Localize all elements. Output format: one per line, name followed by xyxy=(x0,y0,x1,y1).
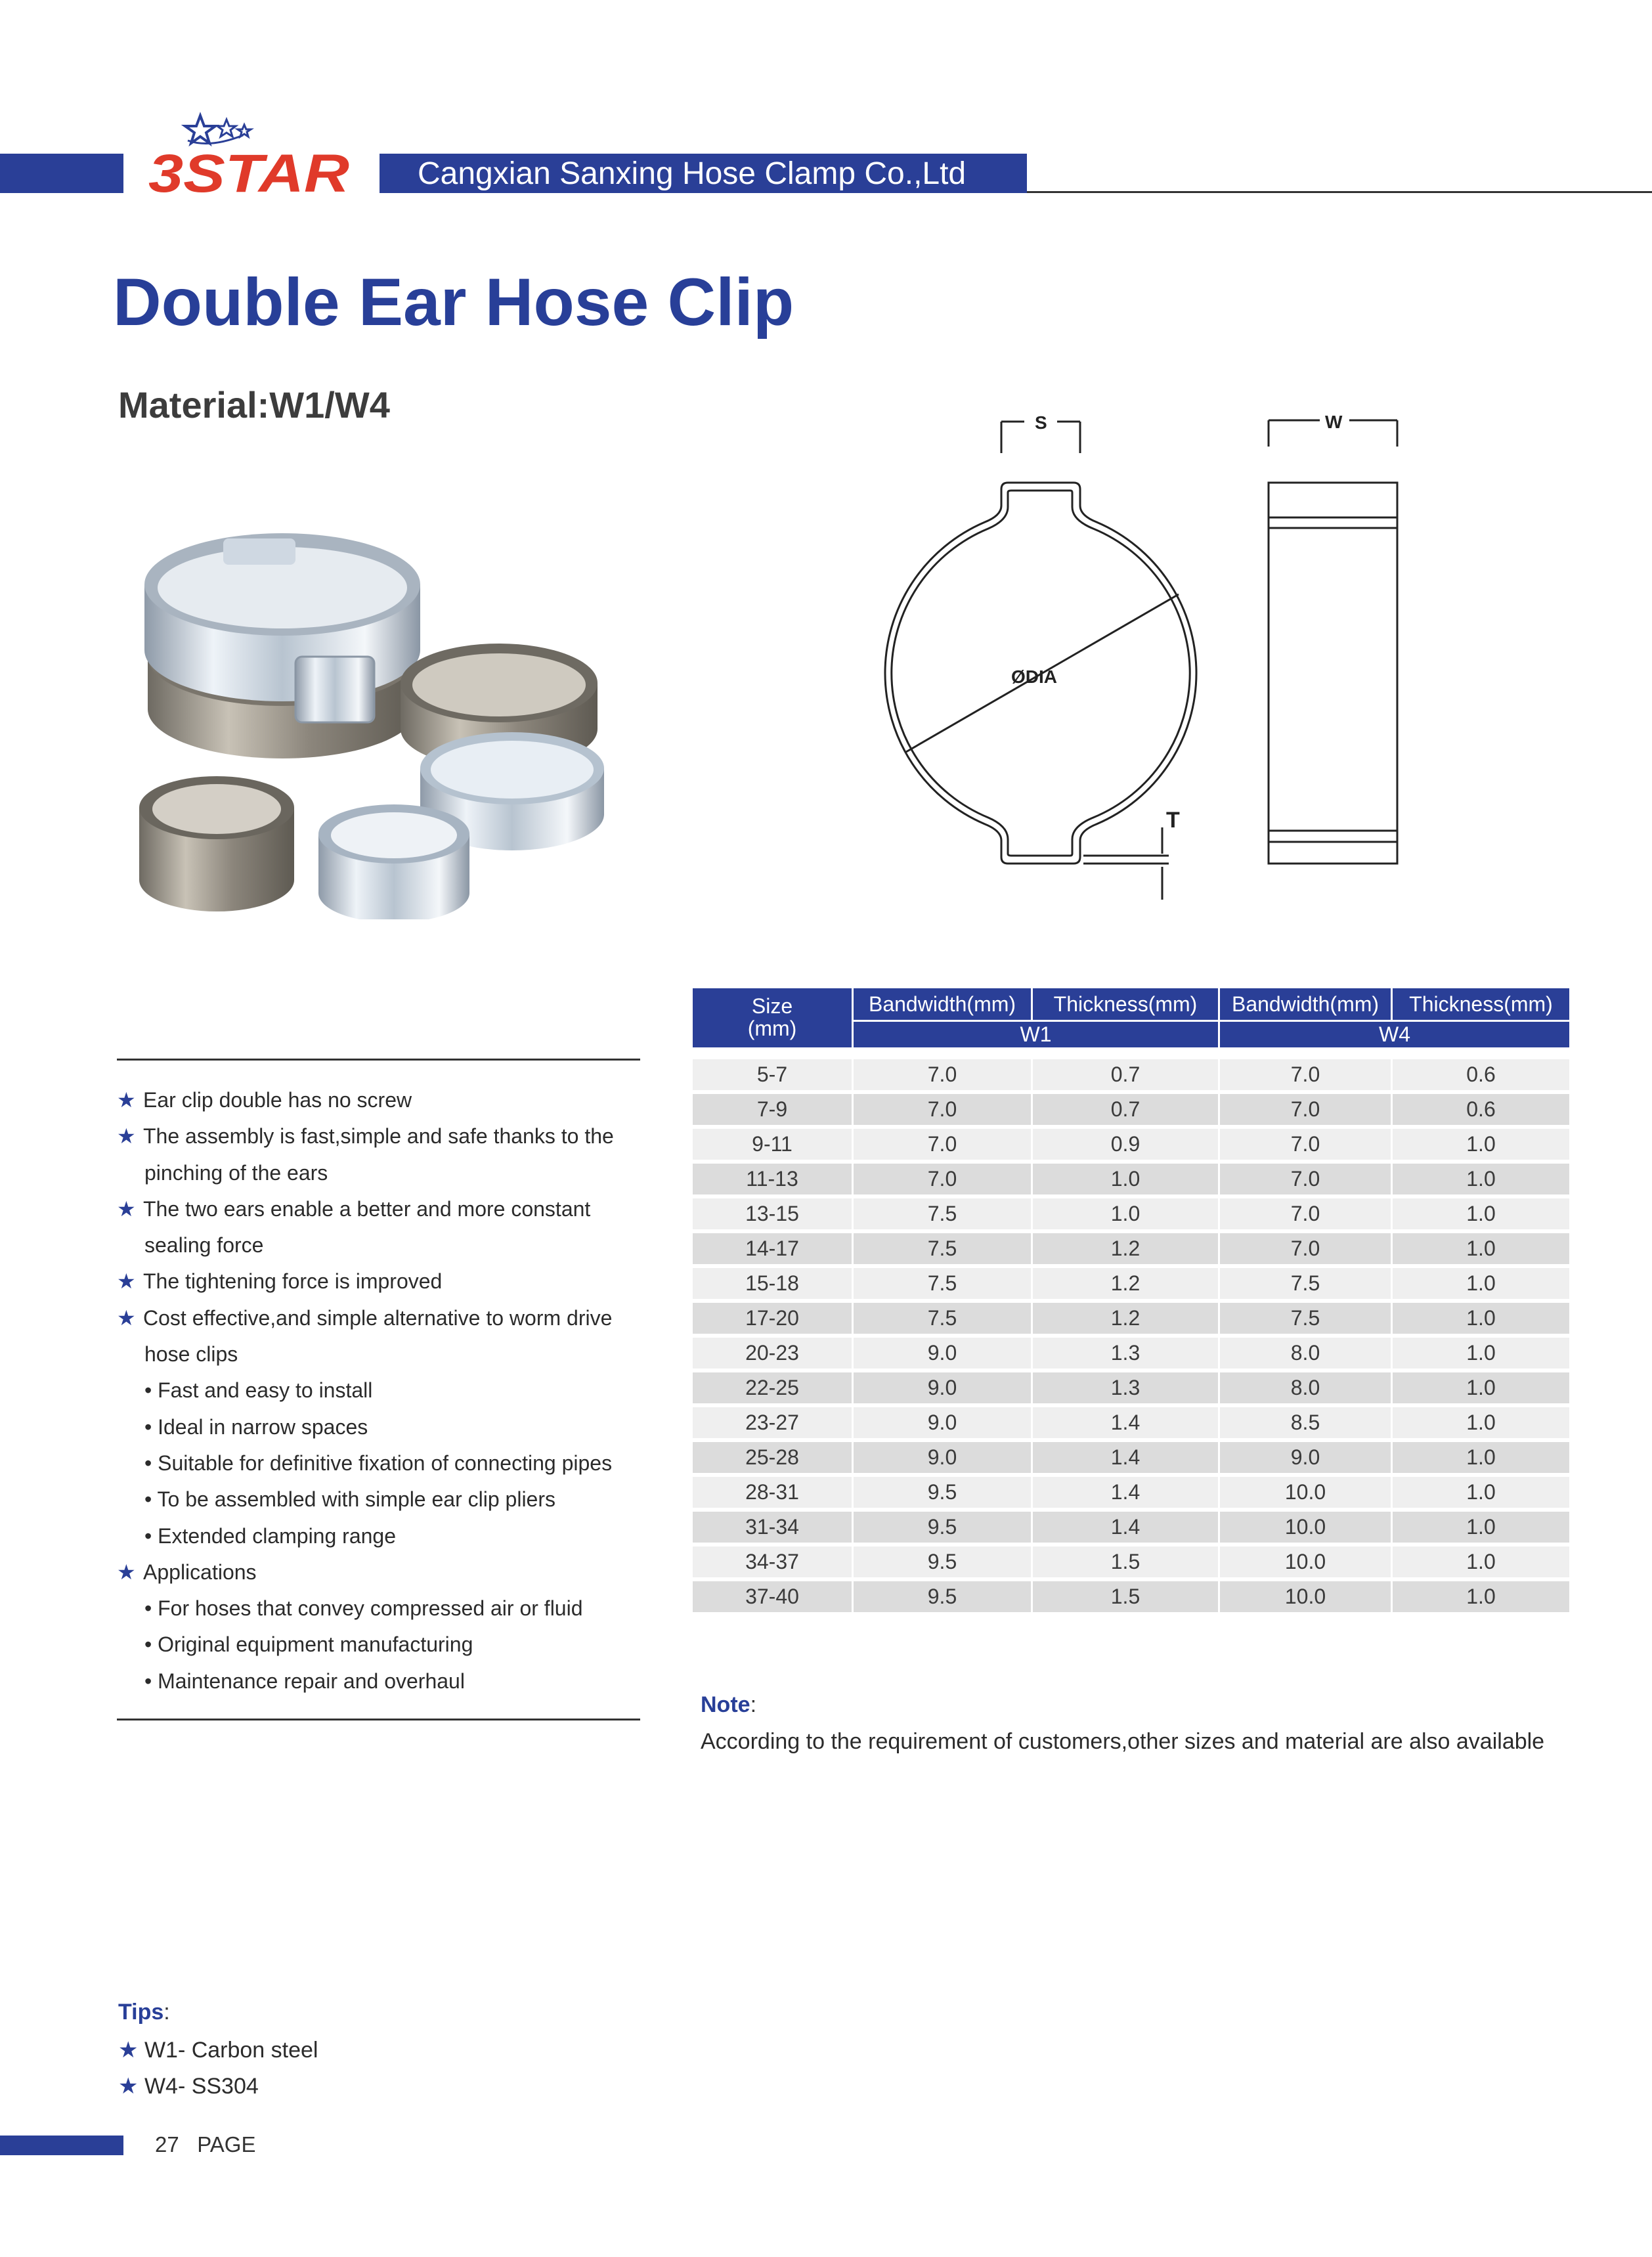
table-cell: 7.5 xyxy=(1220,1268,1391,1299)
col-header-size: Size (mm) xyxy=(747,994,797,1040)
tip-item: ★ W4- SS304 xyxy=(118,2074,259,2099)
table-cell: 0.6 xyxy=(1393,1094,1569,1125)
table-cell: 1.0 xyxy=(1393,1129,1569,1160)
table-cell: 1.5 xyxy=(1033,1546,1218,1577)
table-cell: 7.0 xyxy=(1220,1198,1391,1229)
table-cell: 9.0 xyxy=(854,1338,1031,1369)
table-cell: 1.0 xyxy=(1393,1303,1569,1334)
table-cell: 7.5 xyxy=(854,1198,1031,1229)
table-row xyxy=(693,1303,1569,1338)
table-cell: 14-17 xyxy=(693,1233,852,1264)
table-cell: 7.0 xyxy=(1220,1059,1391,1090)
table-row xyxy=(693,1198,1569,1233)
table-cell: 25-28 xyxy=(693,1442,852,1473)
table-row xyxy=(693,1233,1569,1268)
dim-label-w: W xyxy=(1325,412,1343,432)
table-cell: 9.0 xyxy=(1220,1442,1391,1473)
table-cell: 7.0 xyxy=(854,1094,1031,1125)
table-row xyxy=(693,1129,1569,1164)
table-cell: 0.7 xyxy=(1033,1094,1218,1125)
tip-item: ★ W1- Carbon steel xyxy=(118,2038,318,2063)
table-cell: 31-34 xyxy=(693,1512,852,1543)
feature-item: • For hoses that convey compressed air or fluid xyxy=(144,1596,583,1621)
table-cell: 7.5 xyxy=(854,1233,1031,1264)
table-cell: 9.0 xyxy=(854,1442,1031,1473)
brand-logo xyxy=(144,110,355,196)
table-cell: 7-9 xyxy=(693,1094,852,1125)
table-cell: 1.2 xyxy=(1033,1268,1218,1299)
table-cell: 1.0 xyxy=(1393,1372,1569,1403)
table-row xyxy=(693,1477,1569,1512)
spec-table xyxy=(693,988,1569,1616)
star-icon: ★ xyxy=(117,1196,136,1221)
features-bottom-rule xyxy=(117,1719,640,1720)
feature-item: ★ The tightening force is improved xyxy=(117,1263,655,1300)
table-cell: 1.0 xyxy=(1393,1581,1569,1612)
table-cell: 9.0 xyxy=(854,1372,1031,1403)
col-header-w4-thickness: Thickness(mm) xyxy=(1409,992,1553,1016)
table-cell: 7.0 xyxy=(1220,1164,1391,1194)
table-header xyxy=(693,988,1569,1047)
table-cell: 1.4 xyxy=(1033,1512,1218,1543)
table-cell: 23-27 xyxy=(693,1407,852,1438)
table-cell: 9.5 xyxy=(854,1512,1031,1543)
table-cell: 7.5 xyxy=(854,1303,1031,1334)
feature-item: hose clips xyxy=(144,1342,238,1367)
table-cell: 7.0 xyxy=(854,1164,1031,1194)
table-cell: 1.0 xyxy=(1393,1546,1569,1577)
table-row xyxy=(693,1372,1569,1407)
feature-item: • Ideal in narrow spaces xyxy=(144,1414,368,1439)
feature-item: ★ Cost effective,and simple alternative to worm drive xyxy=(117,1300,655,1336)
table-cell: 8.5 xyxy=(1220,1407,1391,1438)
table-row xyxy=(693,1442,1569,1477)
note-label: Note: xyxy=(701,1692,757,1717)
table-cell: 1.0 xyxy=(1393,1268,1569,1299)
tips-label: Tips: xyxy=(118,2000,170,2025)
table-cell: 1.0 xyxy=(1393,1442,1569,1473)
table-cell: 0.6 xyxy=(1393,1059,1569,1090)
feature-item: ★ Ear clip double has no screw xyxy=(117,1082,655,1118)
table-cell: 1.4 xyxy=(1033,1442,1218,1473)
table-cell: 7.5 xyxy=(1220,1303,1391,1334)
feature-item: ★ The two ears enable a better and more constant xyxy=(117,1191,655,1227)
table-cell: 9.0 xyxy=(854,1407,1031,1438)
table-cell: 1.0 xyxy=(1393,1233,1569,1264)
page-number: 27 PAGE xyxy=(155,2132,256,2157)
feature-item: ★ Applications xyxy=(117,1554,655,1590)
feature-item: • Suitable for definitive fixation of connecting pipes xyxy=(144,1451,613,1475)
table-cell: 1.0 xyxy=(1393,1198,1569,1229)
table-cell: 1.0 xyxy=(1393,1164,1569,1194)
col-header-w1-thickness: Thickness(mm) xyxy=(1053,992,1198,1016)
table-row xyxy=(693,1546,1569,1581)
table-cell: 0.7 xyxy=(1033,1059,1218,1090)
table-row xyxy=(693,1059,1569,1094)
table-row xyxy=(693,1338,1569,1372)
table-cell: 10.0 xyxy=(1220,1512,1391,1543)
material-label: Material:W1/W4 xyxy=(118,384,390,426)
table-cell: 11-13 xyxy=(693,1164,852,1194)
table-cell: 8.0 xyxy=(1220,1338,1391,1369)
table-cell: 1.4 xyxy=(1033,1407,1218,1438)
star-icon: ★ xyxy=(118,2074,139,2099)
table-cell: 8.0 xyxy=(1220,1372,1391,1403)
table-cell: 13-15 xyxy=(693,1198,852,1229)
table-cell: 7.0 xyxy=(1220,1129,1391,1160)
star-icon: ★ xyxy=(117,1269,136,1294)
table-cell: 1.0 xyxy=(1033,1198,1218,1229)
table-cell: 7.0 xyxy=(1220,1233,1391,1264)
table-cell: 1.5 xyxy=(1033,1581,1218,1612)
table-cell: 7.0 xyxy=(854,1059,1031,1090)
table-cell: 37-40 xyxy=(693,1581,852,1612)
table-cell: 1.4 xyxy=(1033,1477,1218,1508)
star-icon: ★ xyxy=(117,1088,136,1112)
star-icon: ★ xyxy=(117,1560,136,1584)
group-header-w1: W1 xyxy=(1020,1022,1052,1046)
table-cell: 1.0 xyxy=(1393,1512,1569,1543)
table-cell: 1.0 xyxy=(1393,1407,1569,1438)
note-text: According to the requirement of customers,other sizes and material are also available xyxy=(701,1729,1545,1754)
feature-item: pinching of the ears xyxy=(144,1160,328,1185)
logo-text: 3STAR xyxy=(148,144,349,196)
table-cell: 0.9 xyxy=(1033,1129,1218,1160)
table-cell: 9.5 xyxy=(854,1581,1031,1612)
table-cell: 7.0 xyxy=(854,1129,1031,1160)
feature-item: ★ The assembly is fast,simple and safe thanks to the xyxy=(117,1118,655,1154)
technical-drawing xyxy=(867,401,1431,913)
table-cell: 9.5 xyxy=(854,1477,1031,1508)
table-row xyxy=(693,1164,1569,1198)
feature-item: • Extended clamping range xyxy=(144,1523,396,1548)
feature-item: sealing force xyxy=(144,1233,264,1258)
table-cell: 5-7 xyxy=(693,1059,852,1090)
table-cell: 20-23 xyxy=(693,1338,852,1369)
table-cell: 1.0 xyxy=(1393,1338,1569,1369)
logo-star-icon xyxy=(238,125,251,137)
table-row xyxy=(693,1512,1569,1546)
table-cell: 15-18 xyxy=(693,1268,852,1299)
header-rule xyxy=(1027,191,1652,193)
col-header-w1-bandwidth: Bandwidth(mm) xyxy=(868,992,1016,1016)
table-cell: 10.0 xyxy=(1220,1581,1391,1612)
features-top-rule xyxy=(117,1059,640,1061)
table-cell: 10.0 xyxy=(1220,1546,1391,1577)
star-icon: ★ xyxy=(118,2038,139,2063)
table-cell: 1.0 xyxy=(1393,1477,1569,1508)
table-row xyxy=(693,1268,1569,1303)
feature-item: • Maintenance repair and overhaul xyxy=(144,1669,465,1693)
logo-star-icon xyxy=(185,116,215,143)
logo-star-icon xyxy=(217,120,236,137)
table-cell: 7.0 xyxy=(1220,1094,1391,1125)
table-row xyxy=(693,1581,1569,1616)
footer-bar xyxy=(0,2136,123,2155)
table-cell: 9-11 xyxy=(693,1129,852,1160)
table-cell: 34-37 xyxy=(693,1546,852,1577)
header-bar-left xyxy=(0,154,123,193)
product-photo xyxy=(131,525,630,919)
table-cell: 10.0 xyxy=(1220,1477,1391,1508)
dim-label-t: T xyxy=(1166,808,1180,833)
feature-list xyxy=(117,1082,655,1699)
table-row xyxy=(693,1094,1569,1129)
feature-item: • To be assembled with simple ear clip pliers xyxy=(144,1487,555,1512)
star-icon: ★ xyxy=(117,1305,136,1330)
table-cell: 1.2 xyxy=(1033,1233,1218,1264)
table-cell: 17-20 xyxy=(693,1303,852,1334)
table-cell: 1.3 xyxy=(1033,1338,1218,1369)
star-icon: ★ xyxy=(117,1124,136,1149)
group-header-w4: W4 xyxy=(1379,1022,1410,1046)
table-cell: 9.5 xyxy=(854,1546,1031,1577)
table-body xyxy=(693,1059,1569,1616)
feature-item: • Fast and easy to install xyxy=(144,1378,373,1403)
table-cell: 1.0 xyxy=(1033,1164,1218,1194)
company-name: Cangxian Sanxing Hose Clamp Co.,Ltd xyxy=(418,156,967,191)
table-cell: 28-31 xyxy=(693,1477,852,1508)
dim-label-dia: ØDIA xyxy=(1011,667,1057,687)
feature-item: • Original equipment manufacturing xyxy=(144,1632,473,1657)
table-cell: 1.3 xyxy=(1033,1372,1218,1403)
page-title: Double Ear Hose Clip xyxy=(113,265,794,340)
dim-label-s: S xyxy=(1035,412,1047,433)
table-cell: 22-25 xyxy=(693,1372,852,1403)
table-cell: 1.2 xyxy=(1033,1303,1218,1334)
table-cell: 7.5 xyxy=(854,1268,1031,1299)
col-header-w4-bandwidth: Bandwidth(mm) xyxy=(1231,992,1380,1016)
table-row xyxy=(693,1407,1569,1442)
